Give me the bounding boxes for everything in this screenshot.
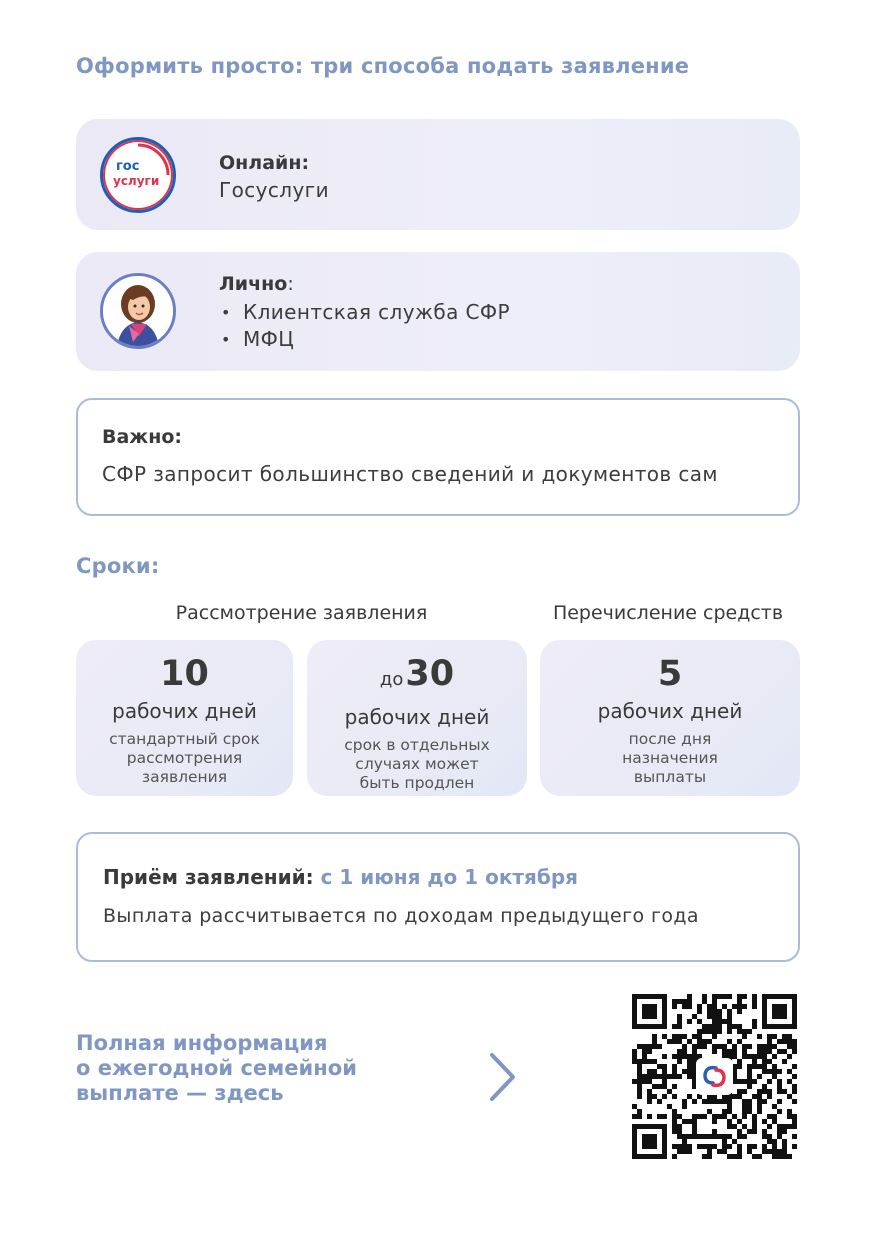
inperson-card (76, 252, 800, 371)
term-desc (307, 736, 527, 793)
gosuslugi-logo (100, 137, 176, 213)
important-box (76, 398, 800, 516)
gosuslugi-logo-text-bottom: услуги (113, 174, 160, 188)
term-desc-line: рассмотрения (126, 749, 243, 767)
intake-note: Выплата рассчитывается по доходам предыдущего года (103, 905, 699, 927)
qr-code[interactable] (632, 994, 797, 1159)
page-title: Оформить просто: три способа подать заявление (76, 54, 690, 78)
intake-label: Приём заявлений: (103, 865, 314, 889)
sfr-logo-icon (696, 1058, 733, 1095)
term-card-standard (76, 640, 293, 796)
sfr-logo (696, 1058, 733, 1095)
online-card (76, 119, 800, 230)
inperson-list (219, 299, 510, 353)
intake-heading (103, 865, 578, 889)
chevron-right-icon[interactable] (488, 1052, 518, 1102)
more-info-line: о ежегодной семейной (76, 1056, 357, 1080)
term-number: 5 (657, 654, 683, 694)
inperson-heading (219, 273, 294, 295)
term-card-transfer (540, 640, 800, 796)
list-item: • МФЦ (219, 326, 510, 353)
woman-icon (103, 276, 173, 346)
important-label: Важно: (102, 426, 182, 448)
intake-dates: с 1 июня до 1 октября (320, 865, 578, 889)
more-info-link[interactable] (76, 1031, 357, 1106)
term-number: 10 (160, 654, 209, 694)
term-desc-line: заявления (141, 768, 228, 786)
online-value: Госуслуги (219, 178, 329, 202)
term-card-extended (307, 640, 527, 796)
consultant-avatar (100, 273, 176, 349)
term-number: 30 (405, 654, 455, 694)
term-desc-line: случаях может (355, 755, 479, 773)
important-text: СФР запросит большинство сведений и документов сам (102, 462, 718, 486)
term-desc (540, 730, 800, 787)
term-desc (76, 730, 293, 787)
term-desc-line: срок в отдельных (344, 736, 490, 754)
list-item: • Клиентская служба СФР (219, 299, 510, 326)
terms-title: Сроки: (76, 554, 160, 578)
inperson-label: Лично (219, 273, 288, 295)
gosuslugi-logo-text-top: гос (116, 159, 140, 174)
term-unit: рабочих дней (597, 699, 743, 723)
more-info-line: Полная информация (76, 1031, 328, 1055)
term-prefix: до (379, 669, 404, 690)
term-desc-line: после дня (628, 730, 712, 748)
inperson-colon: : (287, 273, 294, 295)
term-desc-line: назначения (622, 749, 718, 767)
term-desc-line: стандартный срок (109, 730, 260, 748)
term-number-row (307, 654, 527, 700)
online-label: Онлайн: (219, 152, 310, 174)
term-unit: рабочих дней (344, 705, 490, 729)
more-info-line: выплате — здесь (76, 1081, 284, 1105)
review-header: Рассмотрение заявления (175, 602, 428, 624)
term-unit: рабочих дней (112, 699, 257, 723)
term-desc-line: выплаты (633, 768, 707, 786)
term-desc-line: быть продлен (359, 774, 475, 792)
intake-box (76, 832, 800, 962)
transfer-header: Перечисление средств (552, 602, 784, 624)
